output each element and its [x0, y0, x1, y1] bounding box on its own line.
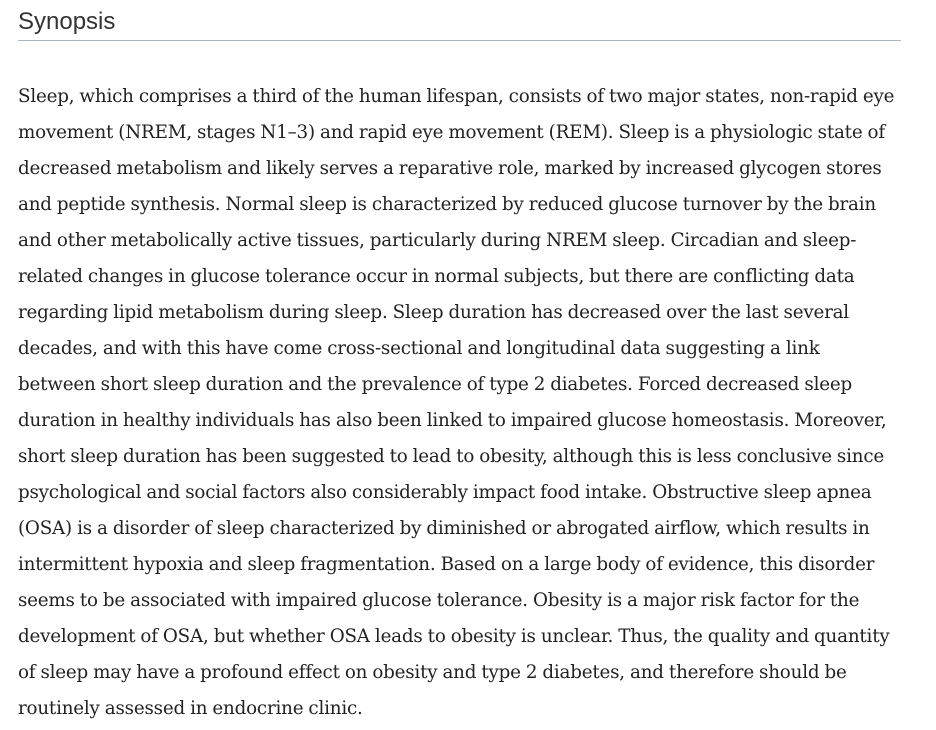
- section-heading: Synopsis: [18, 0, 901, 41]
- synopsis-section: [18, 0, 901, 727]
- synopsis-paragraph: Sleep, which comprises a third of the human lifespan, consists of two major states, non-rapid eye movement (NREM, stages N1–3) and rapid eye movement (REM). Sleep is a physiologic state of decreased metabolism and likely serves a reparative role, marked by increased glycogen stores and peptide synthesis. Normal sleep is characterized by reduced glucose turnover by the brain and other metabolically active tissues, particularly during NREM sleep. Circadian and sleep-related changes in glucose tolerance occur in normal subjects, but there are conflicting data regarding lipid metabolism during sleep. Sleep duration has decreased over the last several decades, and with this have come cross-sectional and longitudinal data suggesting a link between short sleep duration and the prevalence of type 2 diabetes. Forced decreased sleep duration in healthy individuals has also been linked to impaired glucose homeostasis. Moreover, short sleep duration has been suggested to lead to obesity, although this is less conclusive since psychological and social factors also considerably impact food intake. Obstructive sleep apnea (OSA) is a disorder of sleep characterized by diminished or abrogated airflow, which results in intermittent hypoxia and sleep fragmentation. Based on a large body of evidence, this disorder seems to be associated with impaired glucose tolerance. Obesity is a major risk factor for the development of OSA, but whether OSA leads to obesity is unclear. Thus, the quality and quantity of sleep may have a profound effect on obesity and type 2 diabetes, and therefore should be routinely assessed in endocrine clinic.: [18, 86, 895, 719]
